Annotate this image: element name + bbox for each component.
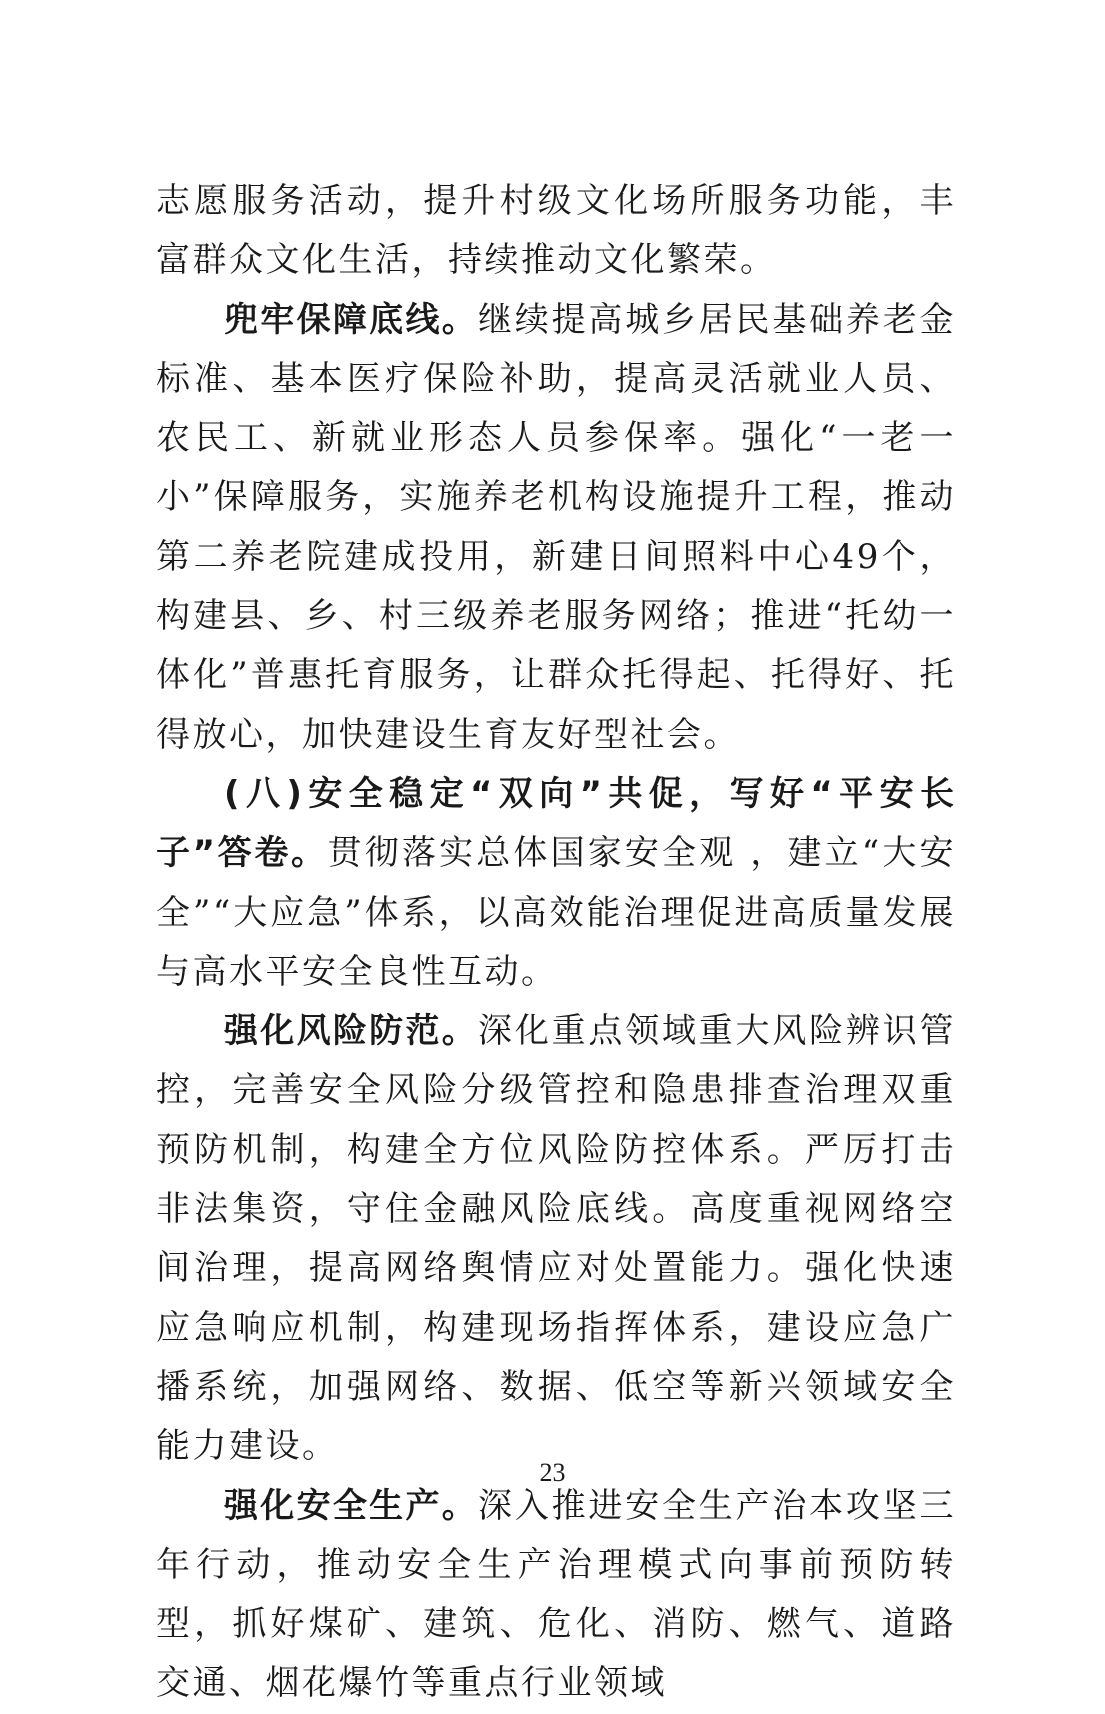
paragraph-social-security xyxy=(156,291,956,765)
paragraph-text: 深化重点领域重大风险辨识管控，完善安全风险分级管控和隐患排查治理双重预防机制，构建全方位风险防控体系。严厉打击非法集资，守住金融风险底线。高度重视网络空间治理，提高网络舆情应对处置能力。强化快速应急响应机制，构建现场指挥体系，建设应急广播系统，加强网络、数据、低空等新兴领域安全能力建设。 xyxy=(156,1011,957,1467)
paragraph-heading: 兜牢保障底线。 xyxy=(224,299,479,340)
paragraph-text: 贯彻落实总体国家安全观 ，建立“大安全”“大应急”体系，以高效能治理促进高质量发展与高水平安全良性互动。 xyxy=(156,833,956,992)
paragraph-section-eight xyxy=(156,765,956,1002)
paragraph-heading: 强化风险防范。 xyxy=(224,1011,479,1052)
paragraph-risk-prevention xyxy=(156,1002,956,1476)
paragraph-continued xyxy=(156,172,956,291)
paragraph-text: 志愿服务活动，提升村级文化场所服务功能，丰富群众文化生活，持续推动文化繁荣。 xyxy=(156,181,956,281)
paragraph-text: 继续提高城乡居民基础养老金标准、基本医疗保险补助，提高灵活就业人员、农民工、新就业形态人员参保率。强化“一老一小”保障服务，实施养老机构设施提升工程，推动第二养老院建成投用，新建日间照料中心49个，构建县、乡、村三级养老服务网络；推进“托幼一体化”普惠托育服务，让群众托得起、托得好、托得放心，加快建设生育友好型社会。 xyxy=(156,299,957,755)
paragraph-heading: 强化安全生产。 xyxy=(224,1485,479,1526)
section-heading: (八)安全稳定“双向”共促，写好“平安长子”答卷。 xyxy=(156,773,956,874)
paragraph-text: 深入推进安全生产治本攻坚三年行动，推动安全生产治理模式向事前预防转型，抓好煤矿、建筑、危化、消防、燃气、道路交通、烟花爆竹等重点行业领域 xyxy=(156,1485,957,1704)
page-number: 23 xyxy=(539,1458,566,1487)
paragraph-work-safety xyxy=(156,1477,956,1714)
